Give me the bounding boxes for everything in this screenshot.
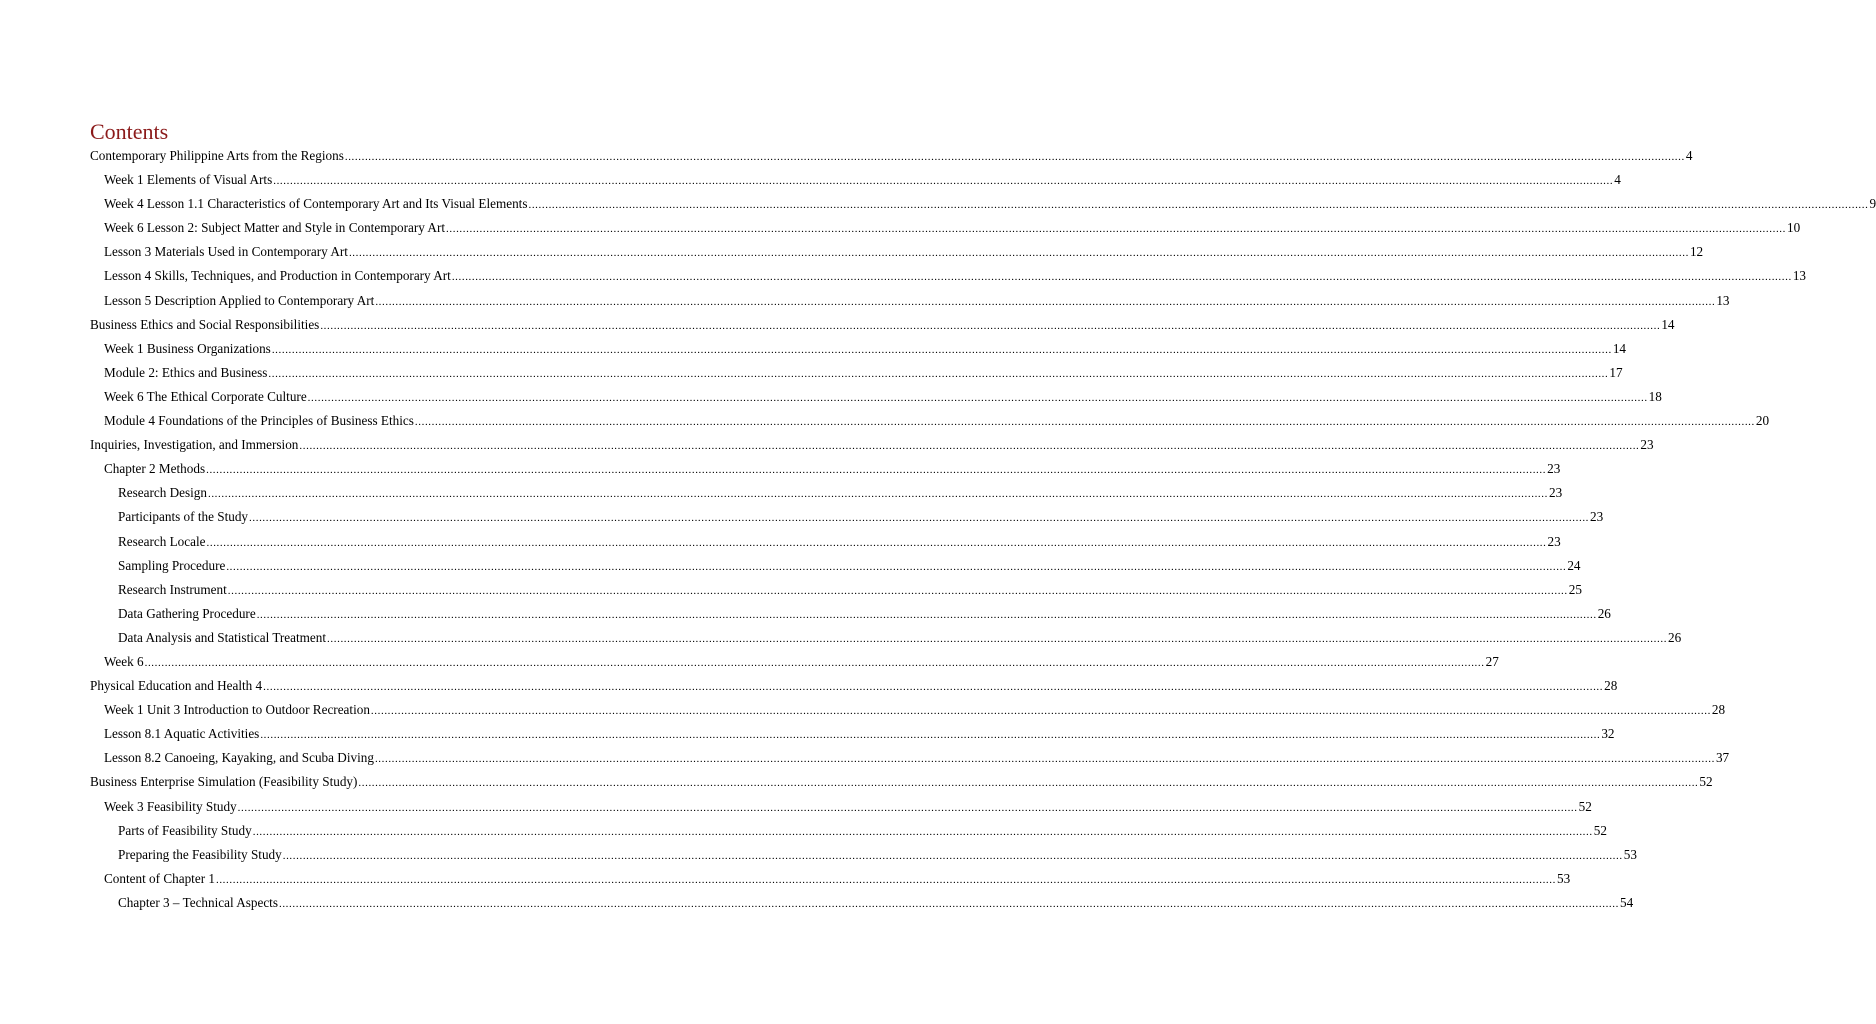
toc-list <box>90 144 1876 915</box>
toc-entry-title: Content of Chapter 1 <box>104 870 215 886</box>
toc-dot-leader: ................................................................................................................................................................................................................................................................................................................................................................................................................ <box>282 849 1623 862</box>
toc-page-number: 53 <box>1623 846 1637 862</box>
toc-entry-title: Research Instrument <box>118 581 227 597</box>
toc-entry-title: Chapter 3 – Technical Aspects <box>118 894 278 910</box>
toc-entry-title: Module 4 Foundations of the Principles of Business Ethics <box>104 413 414 429</box>
toc-page-number: 23 <box>1547 461 1561 477</box>
toc-dot-leader: ................................................................................................................................................................................................................................................................................................................................................................................................................ <box>320 319 1661 332</box>
toc-dot-leader: ................................................................................................................................................................................................................................................................................................................................................................................................................ <box>252 825 1593 838</box>
toc-page-number: 20 <box>1755 413 1770 429</box>
toc-dot-leader: ................................................................................................................................................................................................................................................................................................................................................................................................................ <box>375 295 1716 308</box>
toc-entry-title: Contemporary Philippine Arts from the Regions <box>90 148 344 163</box>
toc-dot-leader: ................................................................................................................................................................................................................................................................................................................................................................................................................ <box>374 753 1715 766</box>
toc-page-number: 17 <box>1609 364 1623 380</box>
toc-dot-leader: ................................................................................................................................................................................................................................................................................................................................................................................................................ <box>237 801 1578 814</box>
toc-entry[interactable] <box>90 650 1499 674</box>
toc-entry[interactable] <box>90 795 1592 819</box>
toc-dot-leader: ................................................................................................................................................................................................................................................................................................................................................................................................................ <box>273 175 1614 188</box>
toc-dot-leader: ................................................................................................................................................................................................................................................................................................................................................................................................................ <box>227 584 1568 597</box>
toc-dot-leader: ................................................................................................................................................................................................................................................................................................................................................................................................................ <box>256 608 1597 621</box>
toc-dot-leader: ................................................................................................................................................................................................................................................................................................................................................................................................................ <box>446 223 1787 236</box>
toc-entry-title: Module 2: Ethics and Business <box>104 364 268 380</box>
toc-dot-leader: ................................................................................................................................................................................................................................................................................................................................................................................................................ <box>348 247 1689 260</box>
toc-dot-leader: ................................................................................................................................................................................................................................................................................................................................................................................................................ <box>144 656 1485 669</box>
toc-entry-title: Inquiries, Investigation, and Immersion <box>90 437 299 453</box>
toc-entry[interactable] <box>90 144 1693 168</box>
toc-dot-leader: ................................................................................................................................................................................................................................................................................................................................................................................................................ <box>207 488 1548 501</box>
toc-page-number: 10 <box>1787 220 1801 236</box>
toc-entry[interactable] <box>90 602 1611 626</box>
toc-entry[interactable] <box>90 168 1621 192</box>
toc-dot-leader: ................................................................................................................................................................................................................................................................................................................................................................................................................ <box>414 416 1755 429</box>
toc-entry-title: Week 3 Feasibility Study <box>104 798 237 814</box>
toc-entry-title: Research Design <box>118 485 207 501</box>
toc-entry-title: Week 4 Lesson 1.1 Characteristics of Contemporary Art and Its Visual Elements <box>104 196 528 212</box>
toc-page-number: 14 <box>1612 340 1626 356</box>
toc-page-number: 23 <box>1548 485 1563 501</box>
toc-dot-leader: ................................................................................................................................................................................................................................................................................................................................................................................................................ <box>249 512 1590 525</box>
toc-entry[interactable] <box>90 819 1607 843</box>
toc-entry-title: Week 6 The Ethical Corporate Culture <box>104 388 307 404</box>
toc-entry[interactable] <box>90 843 1637 867</box>
toc-entry-title: Lesson 8.2 Canoeing, Kayaking, and Scuba Diving <box>104 750 374 766</box>
toc-dot-leader: ................................................................................................................................................................................................................................................................................................................................................................................................................ <box>307 391 1648 404</box>
toc-page-number: 37 <box>1715 750 1730 766</box>
toc-dot-leader: ................................................................................................................................................................................................................................................................................................................................................................................................................ <box>206 536 1547 549</box>
toc-dot-leader: ................................................................................................................................................................................................................................................................................................................................................................................................................ <box>528 199 1869 212</box>
toc-page-number: 24 <box>1567 557 1581 573</box>
toc-dot-leader: ................................................................................................................................................................................................................................................................................................................................................................................................................ <box>206 464 1547 477</box>
toc-dot-leader: ................................................................................................................................................................................................................................................................................................................................................................................................................ <box>263 681 1604 694</box>
toc-dot-leader: ................................................................................................................................................................................................................................................................................................................................................................................................................ <box>344 151 1685 163</box>
toc-entry[interactable] <box>90 264 1806 288</box>
toc-entry[interactable] <box>90 698 1726 722</box>
toc-page-number: 4 <box>1614 172 1621 188</box>
toc-entry[interactable] <box>90 216 1801 240</box>
toc-entry-title: Week 1 Business Organizations <box>104 340 271 356</box>
toc-entry-title: Lesson 8.1 Aquatic Activities <box>104 726 260 742</box>
toc-dot-leader: ................................................................................................................................................................................................................................................................................................................................................................................................................ <box>370 705 1711 718</box>
toc-entry[interactable] <box>90 409 1770 433</box>
toc-dot-leader: ................................................................................................................................................................................................................................................................................................................................................................................................................ <box>299 440 1640 453</box>
toc-entry-title: Research Locale <box>118 533 206 549</box>
toc-entry[interactable] <box>90 240 1704 264</box>
toc-entry[interactable] <box>90 626 1682 650</box>
toc-page-number: 27 <box>1485 653 1499 669</box>
toc-page-number: 9 <box>1869 196 1876 212</box>
toc-title: Contents <box>90 119 169 144</box>
toc-entry[interactable] <box>90 674 1618 698</box>
toc-dot-leader: ................................................................................................................................................................................................................................................................................................................................................................................................................ <box>278 897 1619 910</box>
toc-entry[interactable] <box>90 289 1730 313</box>
toc-entry[interactable] <box>90 554 1581 578</box>
toc-entry-title: Parts of Feasibility Study <box>118 822 252 838</box>
toc-page-number: 13 <box>1716 292 1730 308</box>
toc-entry[interactable] <box>90 457 1561 481</box>
toc-entry[interactable] <box>90 313 1675 337</box>
toc-entry-title: Business Enterprise Simulation (Feasibility Study) <box>90 774 358 790</box>
toc-page-number: 52 <box>1699 774 1713 790</box>
toc-entry-title: Business Ethics and Social Responsibilities <box>90 316 320 332</box>
toc-entry-title: Data Analysis and Statistical Treatment <box>118 629 327 645</box>
toc-entry-title: Week 1 Elements of Visual Arts <box>104 172 273 188</box>
toc-entry[interactable] <box>90 867 1571 891</box>
toc-page-number: 52 <box>1578 798 1592 814</box>
toc-page-number: 28 <box>1711 702 1726 718</box>
toc-page-number: 23 <box>1640 437 1654 453</box>
toc-entry[interactable] <box>90 578 1582 602</box>
toc-entry[interactable] <box>90 481 1563 505</box>
toc-page-number: 32 <box>1601 726 1615 742</box>
toc-page-number: 14 <box>1661 316 1675 332</box>
toc-page-number: 12 <box>1689 244 1704 260</box>
toc-entry[interactable] <box>90 530 1561 554</box>
toc-dot-leader: ................................................................................................................................................................................................................................................................................................................................................................................................................ <box>327 632 1668 645</box>
toc-page-number: 18 <box>1648 388 1662 404</box>
toc-entry-title: Week 1 Unit 3 Introduction to Outdoor Recreation <box>104 702 370 718</box>
toc-page-number: 23 <box>1547 533 1561 549</box>
toc-entry-title: Physical Education and Health 4 <box>90 678 263 694</box>
toc-entry-title: Week 6 Lesson 2: Subject Matter and Style in Contemporary Art <box>104 220 446 236</box>
toc-page-number: 4 <box>1685 148 1693 163</box>
toc-entry[interactable] <box>90 891 1634 915</box>
toc-dot-leader: ................................................................................................................................................................................................................................................................................................................................................................................................................ <box>226 560 1567 573</box>
toc-entry-title: Sampling Procedure <box>118 557 226 573</box>
toc-entry-title: Week 6 <box>104 653 144 669</box>
toc-entry[interactable] <box>90 770 1713 794</box>
toc-page-number: 52 <box>1593 822 1607 838</box>
toc-entry[interactable] <box>90 505 1604 529</box>
toc-entry-title: Preparing the Feasibility Study <box>118 846 282 862</box>
toc-entry-title: Lesson 4 Skills, Techniques, and Production in Contemporary Art <box>104 268 451 284</box>
toc-page-number: 54 <box>1619 894 1634 910</box>
toc-page-number: 26 <box>1597 605 1611 621</box>
toc-page-number: 28 <box>1604 678 1618 694</box>
toc-entry[interactable] <box>90 385 1662 409</box>
toc-entry[interactable] <box>90 746 1730 770</box>
toc-dot-leader: ................................................................................................................................................................................................................................................................................................................................................................................................................ <box>268 367 1609 380</box>
toc-entry[interactable] <box>90 722 1615 746</box>
toc-entry-title: Chapter 2 Methods <box>104 461 206 477</box>
toc-dot-leader: ................................................................................................................................................................................................................................................................................................................................................................................................................ <box>451 271 1792 284</box>
toc-entry[interactable] <box>90 337 1626 361</box>
toc-entry-title: Lesson 3 Materials Used in Contemporary Art <box>104 244 348 260</box>
toc-dot-leader: ................................................................................................................................................................................................................................................................................................................................................................................................................ <box>271 343 1612 356</box>
toc-page-number: 13 <box>1792 268 1806 284</box>
toc-entry[interactable] <box>90 192 1876 216</box>
toc-dot-leader: ................................................................................................................................................................................................................................................................................................................................................................................................................ <box>358 777 1699 790</box>
toc-page-number: 26 <box>1668 629 1682 645</box>
toc-entry-title: Data Gathering Procedure <box>118 605 256 621</box>
toc-page-number: 23 <box>1590 509 1604 525</box>
toc-page-number: 25 <box>1568 581 1582 597</box>
toc-entry[interactable] <box>90 361 1623 385</box>
toc-page-number: 53 <box>1556 870 1571 886</box>
toc-entry-title: Participants of the Study <box>118 509 249 525</box>
toc-dot-leader: ................................................................................................................................................................................................................................................................................................................................................................................................................ <box>260 729 1601 742</box>
toc-dot-leader: ................................................................................................................................................................................................................................................................................................................................................................................................................ <box>215 873 1556 886</box>
toc-entry-title: Lesson 5 Description Applied to Contemporary Art <box>104 292 375 308</box>
toc-entry[interactable] <box>90 433 1654 457</box>
